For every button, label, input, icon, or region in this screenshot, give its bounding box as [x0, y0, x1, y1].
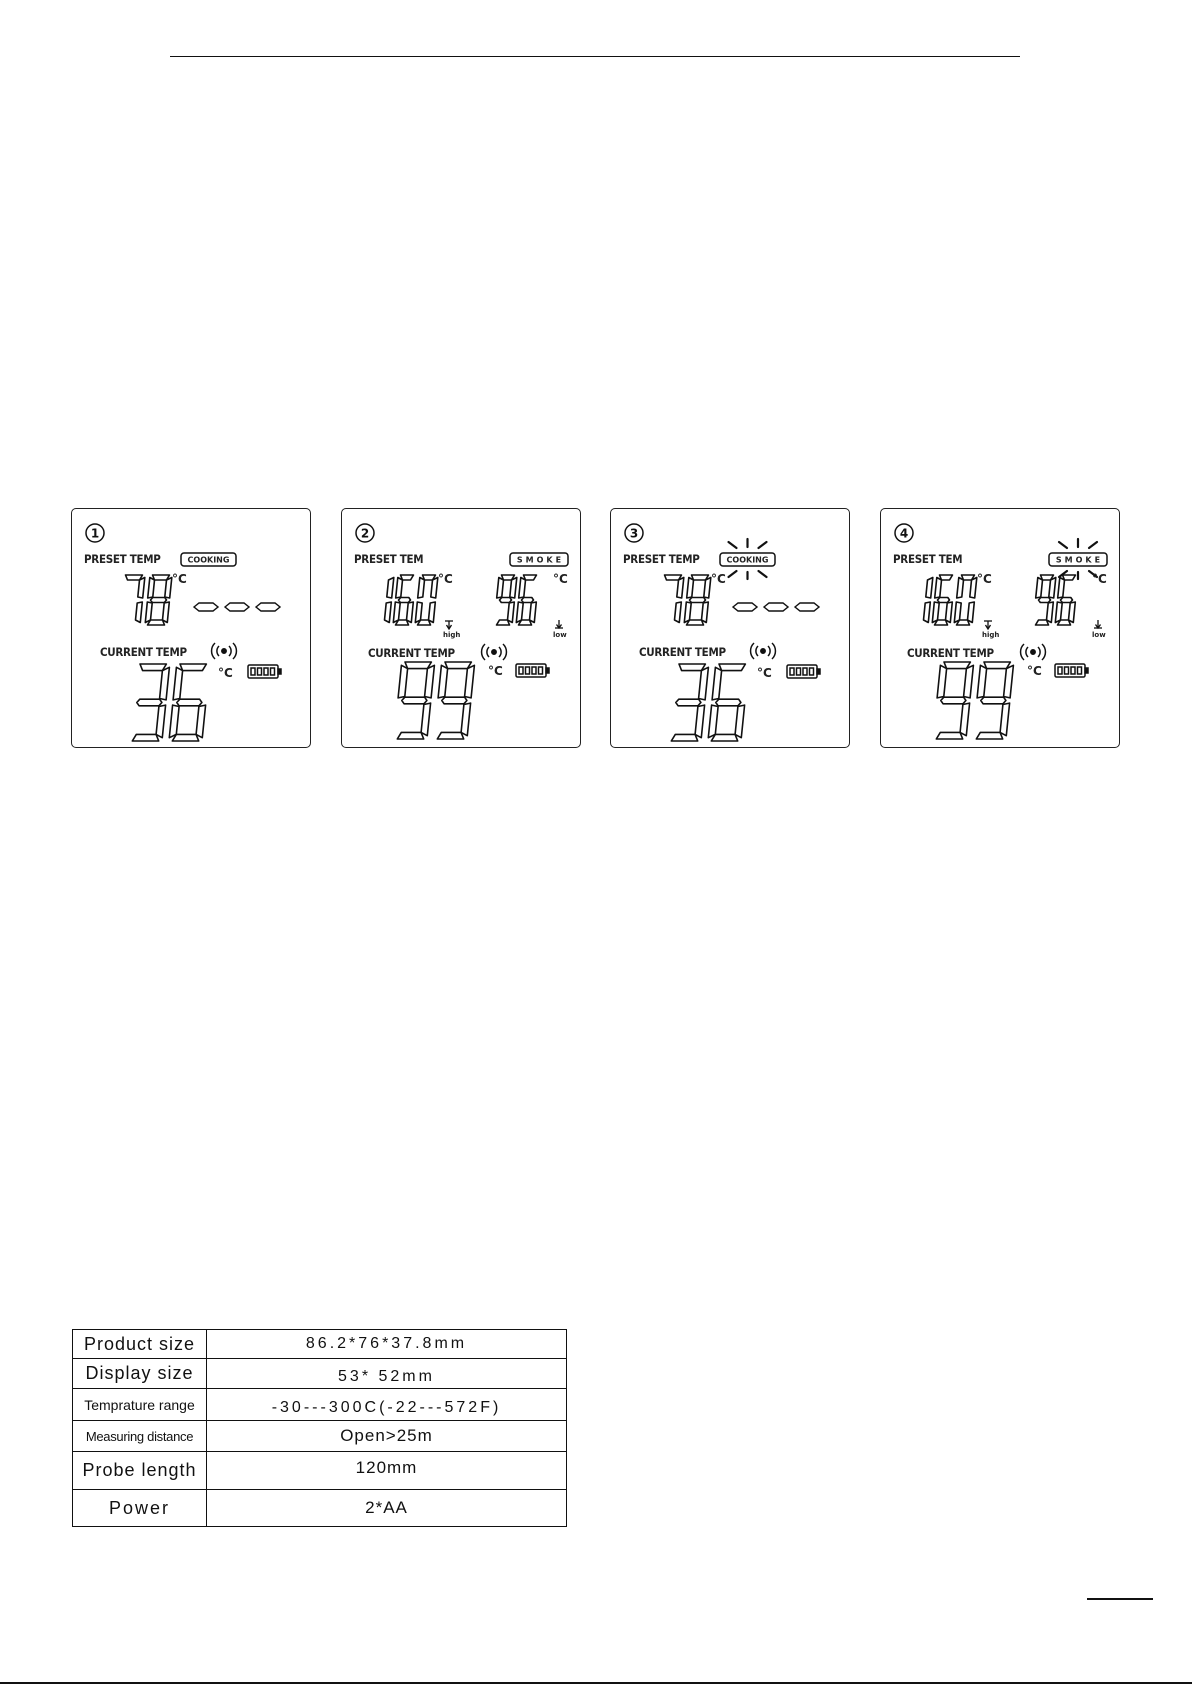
unit-celsius-label: °C [1027, 664, 1042, 678]
preset-high-value [385, 575, 438, 625]
lcd-digit [385, 578, 394, 623]
current-temp-value [671, 664, 745, 741]
low-indicator [553, 620, 567, 639]
unit-celsius-label: °C [172, 572, 187, 586]
spec-key: Product size [73, 1330, 207, 1359]
panel-number-label: 1 [90, 526, 100, 541]
spec-key: Measuring distance [73, 1421, 207, 1452]
dash-segment [733, 603, 757, 611]
high-label: high [982, 631, 1000, 639]
unit-celsius-label: °C [711, 572, 726, 586]
lcd-digit [936, 662, 973, 739]
mode-badge [720, 553, 775, 566]
lcd-digit [169, 664, 206, 741]
current-temp-value [936, 662, 1013, 739]
spec-key: Display size [73, 1359, 207, 1389]
lcd-panel-4 [880, 508, 1120, 748]
footer-rule [0, 1682, 1192, 1684]
lcd-display-examples [71, 508, 1121, 750]
lcd-panel-3 [610, 508, 850, 748]
spec-value: Open>25m [207, 1421, 567, 1452]
wireless-signal-icon [212, 643, 237, 659]
wireless-signal-icon [482, 644, 507, 660]
arrow-down-icon [555, 620, 563, 628]
dash-segment [225, 603, 249, 611]
panel-number-label: 4 [899, 526, 909, 541]
spec-row [73, 1490, 567, 1527]
lcd-digit [145, 575, 172, 625]
lcd-digit [932, 575, 952, 625]
unit-celsius-label: °C [553, 572, 568, 586]
current-temp-label: CURRENT TEMP [368, 646, 455, 660]
panel-number-label: 2 [360, 526, 370, 541]
arrow-down-icon [1094, 620, 1102, 628]
lcd-digit [665, 575, 684, 623]
lcd-digit [132, 664, 169, 741]
low-label: low [553, 631, 567, 639]
spec-row [73, 1421, 567, 1452]
unit-celsius-label: °C [488, 664, 503, 678]
high-indicator [443, 621, 460, 639]
dash-segment [764, 603, 788, 611]
arrow-up-icon [445, 621, 453, 629]
spec-value: 86.2*76*37.8mm [207, 1330, 567, 1359]
lcd-screen [881, 509, 1121, 749]
battery-full-icon [1055, 664, 1088, 677]
lcd-digit [516, 575, 536, 625]
dash-segment [256, 603, 280, 611]
lcd-screen [611, 509, 851, 749]
preset-low-value [1036, 575, 1076, 625]
current-temp-label: CURRENT TEMP [639, 645, 726, 659]
current-temp-label: CURRENT TEMP [907, 646, 994, 660]
no-value-dashes [733, 603, 819, 611]
unit-celsius-label: °C [757, 666, 772, 680]
current-temp-value [132, 664, 206, 741]
spec-row [73, 1330, 567, 1359]
spec-row [73, 1359, 567, 1389]
panel-number [895, 524, 913, 542]
preset-high-value [924, 575, 977, 625]
unit-celsius-label: °C [218, 666, 233, 680]
preset-temp-value [665, 575, 711, 625]
spec-row [73, 1389, 567, 1421]
panel-number [625, 524, 643, 542]
mode-badge [510, 553, 568, 566]
panel-number [86, 524, 104, 542]
preset-low-value [497, 575, 537, 625]
current-temp-label: CURRENT TEMP [100, 645, 187, 659]
mode-badge [1049, 553, 1107, 566]
spec-key: Probe length [73, 1452, 207, 1490]
wireless-signal-icon [751, 643, 776, 659]
lcd-digit [1055, 575, 1075, 625]
battery-full-icon [787, 665, 820, 678]
lcd-digit [1036, 575, 1056, 625]
lcd-digit [924, 578, 933, 623]
mode-badge-label: COOKING [726, 555, 769, 565]
panel-number-label: 3 [629, 526, 639, 541]
battery-full-icon [248, 665, 281, 678]
lcd-panel-2 [341, 508, 581, 748]
lcd-digit [415, 575, 438, 625]
unit-celsius-label: °C [438, 572, 453, 586]
preset-temp-label: PRESET TEMP [623, 552, 700, 566]
battery-full-icon [516, 664, 549, 677]
current-temp-value [397, 662, 474, 739]
page-number-rule [1087, 1598, 1153, 1600]
lcd-digit [497, 575, 517, 625]
mode-badge [181, 553, 236, 566]
preset-temp-label: PRESET TEMP [84, 552, 161, 566]
lcd-digit [393, 575, 413, 625]
lcd-screen [342, 509, 582, 749]
mode-badge-label: SMOKE [516, 555, 565, 565]
spec-key: Power [73, 1490, 207, 1527]
preset-temp-label: PRESET TEM [893, 552, 963, 566]
spec-row [73, 1452, 567, 1490]
lcd-digit [708, 664, 745, 741]
lcd-digit [954, 575, 977, 625]
spec-value: 2*AA [207, 1490, 567, 1527]
spec-value: 120mm [207, 1452, 567, 1490]
preset-temp-label: PRESET TEM [354, 552, 424, 566]
low-indicator [1092, 620, 1106, 639]
no-value-dashes [194, 603, 280, 611]
low-label: low [1092, 631, 1106, 639]
mode-badge-label: SMOKE [1055, 555, 1104, 565]
high-label: high [443, 631, 461, 639]
lcd-digit [976, 662, 1013, 739]
lcd-digit [684, 575, 711, 625]
header-rule [170, 56, 1020, 57]
lcd-screen [72, 509, 312, 749]
lcd-digit [671, 664, 708, 741]
spec-key: Temprature range [73, 1389, 207, 1421]
dash-segment [795, 603, 819, 611]
lcd-digit [437, 662, 474, 739]
lcd-digit [397, 662, 434, 739]
high-indicator [982, 621, 999, 639]
lcd-digit [126, 575, 145, 623]
panel-number [356, 524, 374, 542]
arrow-up-icon [984, 621, 992, 629]
preset-temp-value [126, 575, 172, 625]
unit-celsius-label: °C [977, 572, 992, 586]
dash-segment [194, 603, 218, 611]
wireless-signal-icon [1021, 644, 1046, 660]
specifications-table [72, 1329, 567, 1527]
spec-value: 53* 52mm [207, 1359, 567, 1389]
mode-badge-label: COOKING [187, 555, 230, 565]
spec-value: -30---300C(-22---572F) [207, 1389, 567, 1421]
unit-celsius-label: °C [1092, 572, 1107, 586]
lcd-panel-1 [71, 508, 311, 748]
